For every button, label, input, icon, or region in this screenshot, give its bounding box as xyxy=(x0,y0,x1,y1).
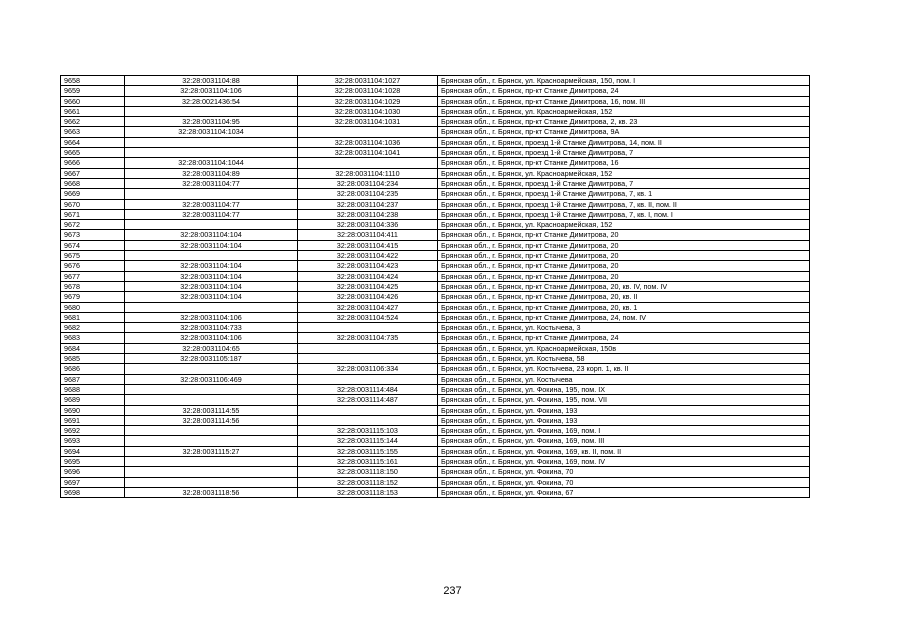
address-cell: Брянская обл., г. Брянск, проезд 1-й Станке Димитрова, 7, кв. II, пом. II xyxy=(438,199,810,209)
row-number-cell: 9663 xyxy=(61,127,125,137)
table-row xyxy=(61,354,810,364)
row-number-cell: 9676 xyxy=(61,261,125,271)
address-cell: Брянская обл., г. Брянск, проезд 1-й Станке Димитрова, 7 xyxy=(438,178,810,188)
address-cell: Брянская обл., г. Брянск, проезд 1-й Станке Димитрова, 7, кв. 1 xyxy=(438,189,810,199)
land-cadastral-number-cell xyxy=(125,436,298,446)
table-row xyxy=(61,364,810,374)
row-number-cell: 9671 xyxy=(61,209,125,219)
object-cadastral-number-cell: 32:28:0031104:411 xyxy=(298,230,438,240)
land-cadastral-number-cell: 32:28:0031104:1044 xyxy=(125,158,298,168)
address-cell: Брянская обл., г. Брянск, ул. Красноармейская, 150в xyxy=(438,343,810,353)
address-cell: Брянская обл., г. Брянск, ул. Костычева xyxy=(438,374,810,384)
object-cadastral-number-cell: 32:28:0031118:153 xyxy=(298,487,438,497)
land-cadastral-number-cell: 32:28:0031114:55 xyxy=(125,405,298,415)
table-row xyxy=(61,86,810,96)
row-number-cell: 9684 xyxy=(61,343,125,353)
address-cell: Брянская обл., г. Брянск, пр-кт Станке Димитрова, 20 xyxy=(438,230,810,240)
object-cadastral-number-cell xyxy=(298,343,438,353)
address-cell: Брянская обл., г. Брянск, ул. Красноармейская, 152 xyxy=(438,220,810,230)
address-cell: Брянская обл., г. Брянск, пр-кт Станке Димитрова, 16, пом. III xyxy=(438,96,810,106)
row-number-cell: 9662 xyxy=(61,117,125,127)
row-number-cell: 9691 xyxy=(61,415,125,425)
object-cadastral-number-cell: 32:28:0031104:426 xyxy=(298,292,438,302)
table-row xyxy=(61,302,810,312)
address-cell: Брянская обл., г. Брянск, пр-кт Станке Димитрова, 2, кв. 23 xyxy=(438,117,810,127)
address-cell: Брянская обл., г. Брянск, пр-кт Станке Димитрова, 20 xyxy=(438,261,810,271)
table-row xyxy=(61,220,810,230)
land-cadastral-number-cell: 32:28:0031104:104 xyxy=(125,240,298,250)
object-cadastral-number-cell: 32:28:0031104:1031 xyxy=(298,117,438,127)
object-cadastral-number-cell: 32:28:0031104:1028 xyxy=(298,86,438,96)
row-number-cell: 9693 xyxy=(61,436,125,446)
land-cadastral-number-cell xyxy=(125,220,298,230)
land-cadastral-number-cell: 32:28:0031104:104 xyxy=(125,292,298,302)
row-number-cell: 9659 xyxy=(61,86,125,96)
row-number-cell: 9690 xyxy=(61,405,125,415)
land-cadastral-number-cell: 32:28:0031104:106 xyxy=(125,86,298,96)
address-cell: Брянская обл., г. Брянск, пр-кт Станке Димитрова, 20 xyxy=(438,251,810,261)
address-cell: Брянская обл., г. Брянск, ул. Костычева, 3 xyxy=(438,323,810,333)
land-cadastral-number-cell: 32:28:0031104:104 xyxy=(125,230,298,240)
table-row xyxy=(61,343,810,353)
address-cell: Брянская обл., г. Брянск, ул. Фокина, 67 xyxy=(438,487,810,497)
table-row xyxy=(61,477,810,487)
table-row xyxy=(61,251,810,261)
table-row xyxy=(61,137,810,147)
table-row xyxy=(61,395,810,405)
land-cadastral-number-cell xyxy=(125,384,298,394)
table-row xyxy=(61,312,810,322)
address-cell: Брянская обл., г. Брянск, пр-кт Станке Димитрова, 20 xyxy=(438,271,810,281)
row-number-cell: 9675 xyxy=(61,251,125,261)
land-cadastral-number-cell: 32:28:0031104:88 xyxy=(125,76,298,86)
address-cell: Брянская обл., г. Брянск, ул. Фокина, 169, пом. IV xyxy=(438,456,810,466)
table-row xyxy=(61,76,810,86)
address-cell: Брянская обл., г. Брянск, проезд 1-й Станке Димитрова, 7, кв. I, пом. I xyxy=(438,209,810,219)
land-cadastral-number-cell: 32:28:0031106:469 xyxy=(125,374,298,384)
land-cadastral-number-cell: 32:28:0031104:106 xyxy=(125,333,298,343)
object-cadastral-number-cell: 32:28:0031104:238 xyxy=(298,209,438,219)
object-cadastral-number-cell: 32:28:0031118:150 xyxy=(298,467,438,477)
object-cadastral-number-cell: 32:28:0031104:1036 xyxy=(298,137,438,147)
row-number-cell: 9673 xyxy=(61,230,125,240)
table-row xyxy=(61,158,810,168)
row-number-cell: 9669 xyxy=(61,189,125,199)
land-cadastral-number-cell: 32:28:0031104:65 xyxy=(125,343,298,353)
address-cell: Брянская обл., г. Брянск, ул. Костычева, 58 xyxy=(438,354,810,364)
row-number-cell: 9695 xyxy=(61,456,125,466)
table-row xyxy=(61,96,810,106)
land-cadastral-number-cell xyxy=(125,395,298,405)
table-row xyxy=(61,127,810,137)
land-cadastral-number-cell: 32:28:0031104:1034 xyxy=(125,127,298,137)
address-cell: Брянская обл., г. Брянск, ул. Красноармейская, 152 xyxy=(438,168,810,178)
object-cadastral-number-cell: 32:28:0031104:1041 xyxy=(298,148,438,158)
row-number-cell: 9696 xyxy=(61,467,125,477)
row-number-cell: 9661 xyxy=(61,106,125,116)
address-cell: Брянская обл., г. Брянск, ул. Красноармейская, 150, пом. I xyxy=(438,76,810,86)
table-row xyxy=(61,240,810,250)
address-cell: Брянская обл., г. Брянск, пр-кт Станке Димитрова, 20, кв. 1 xyxy=(438,302,810,312)
land-cadastral-number-cell xyxy=(125,477,298,487)
row-number-cell: 9668 xyxy=(61,178,125,188)
land-cadastral-number-cell: 32:28:0031104:104 xyxy=(125,261,298,271)
table-row xyxy=(61,487,810,497)
row-number-cell: 9667 xyxy=(61,168,125,178)
land-cadastral-number-cell xyxy=(125,426,298,436)
table-row xyxy=(61,426,810,436)
table-row xyxy=(61,436,810,446)
land-cadastral-number-cell: 32:28:0031104:733 xyxy=(125,323,298,333)
address-cell: Брянская обл., г. Брянск, ул. Фокина, 169, пом. I xyxy=(438,426,810,436)
land-cadastral-number-cell xyxy=(125,189,298,199)
table-row xyxy=(61,446,810,456)
land-cadastral-number-cell: 32:28:0031115:27 xyxy=(125,446,298,456)
row-number-cell: 9679 xyxy=(61,292,125,302)
address-cell: Брянская обл., г. Брянск, проезд 1-й Станке Димитрова, 7 xyxy=(438,148,810,158)
object-cadastral-number-cell: 32:28:0031104:1027 xyxy=(298,76,438,86)
table-row xyxy=(61,333,810,343)
table-row xyxy=(61,467,810,477)
object-cadastral-number-cell: 32:28:0031104:415 xyxy=(298,240,438,250)
row-number-cell: 9687 xyxy=(61,374,125,384)
land-cadastral-number-cell: 32:28:0031104:104 xyxy=(125,271,298,281)
address-cell: Брянская обл., г. Брянск, ул. Фокина, 195, пом. IX xyxy=(438,384,810,394)
object-cadastral-number-cell: 32:28:0031115:103 xyxy=(298,426,438,436)
address-cell: Брянская обл., г. Брянск, ул. Красноармейская, 152 xyxy=(438,106,810,116)
row-number-cell: 9658 xyxy=(61,76,125,86)
object-cadastral-number-cell: 32:28:0031104:1029 xyxy=(298,96,438,106)
row-number-cell: 9686 xyxy=(61,364,125,374)
row-number-cell: 9664 xyxy=(61,137,125,147)
address-cell: Брянская обл., г. Брянск, ул. Фокина, 193 xyxy=(438,405,810,415)
address-cell: Брянская обл., г. Брянск, ул. Фокина, 169, кв. II, пом. II xyxy=(438,446,810,456)
registry-table xyxy=(60,75,810,498)
address-cell: Брянская обл., г. Брянск, пр-кт Станке Димитрова, 24, пом. IV xyxy=(438,312,810,322)
land-cadastral-number-cell: 32:28:0031104:77 xyxy=(125,178,298,188)
table-row xyxy=(61,384,810,394)
row-number-cell: 9682 xyxy=(61,323,125,333)
object-cadastral-number-cell: 32:28:0031114:487 xyxy=(298,395,438,405)
table-row xyxy=(61,189,810,199)
table-row xyxy=(61,106,810,116)
object-cadastral-number-cell: 32:28:0031115:161 xyxy=(298,456,438,466)
table-row xyxy=(61,456,810,466)
table-row xyxy=(61,230,810,240)
table-row xyxy=(61,199,810,209)
land-cadastral-number-cell xyxy=(125,251,298,261)
row-number-cell: 9683 xyxy=(61,333,125,343)
object-cadastral-number-cell xyxy=(298,415,438,425)
object-cadastral-number-cell: 32:28:0031115:155 xyxy=(298,446,438,456)
address-cell: Брянская обл., г. Брянск, ул. Костычева, 23 корп. 1, кв. II xyxy=(438,364,810,374)
object-cadastral-number-cell: 32:28:0031115:144 xyxy=(298,436,438,446)
land-cadastral-number-cell: 32:28:0031118:56 xyxy=(125,487,298,497)
address-cell: Брянская обл., г. Брянск, ул. Фокина, 70 xyxy=(438,477,810,487)
table-row xyxy=(61,168,810,178)
address-cell: Брянская обл., г. Брянск, пр-кт Станке Димитрова, 24 xyxy=(438,333,810,343)
address-cell: Брянская обл., г. Брянск, пр-кт Станке Димитрова, 9А xyxy=(438,127,810,137)
row-number-cell: 9685 xyxy=(61,354,125,364)
object-cadastral-number-cell xyxy=(298,323,438,333)
object-cadastral-number-cell: 32:28:0031104:1030 xyxy=(298,106,438,116)
table-row xyxy=(61,271,810,281)
land-cadastral-number-cell xyxy=(125,456,298,466)
table-row xyxy=(61,261,810,271)
table-row xyxy=(61,415,810,425)
object-cadastral-number-cell: 32:28:0031118:152 xyxy=(298,477,438,487)
address-cell: Брянская обл., г. Брянск, проезд 1-й Станке Димитрова, 14, пом. II xyxy=(438,137,810,147)
object-cadastral-number-cell xyxy=(298,158,438,168)
row-number-cell: 9681 xyxy=(61,312,125,322)
object-cadastral-number-cell: 32:28:0031114:484 xyxy=(298,384,438,394)
row-number-cell: 9666 xyxy=(61,158,125,168)
address-cell: Брянская обл., г. Брянск, пр-кт Станке Димитрова, 20, кв. II xyxy=(438,292,810,302)
object-cadastral-number-cell: 32:28:0031104:237 xyxy=(298,199,438,209)
land-cadastral-number-cell: 32:28:0031104:89 xyxy=(125,168,298,178)
object-cadastral-number-cell xyxy=(298,354,438,364)
table-row xyxy=(61,292,810,302)
land-cadastral-number-cell: 32:28:0031114:56 xyxy=(125,415,298,425)
table-row xyxy=(61,117,810,127)
page-number: 237 xyxy=(443,585,462,597)
table-row xyxy=(61,178,810,188)
land-cadastral-number-cell xyxy=(125,137,298,147)
object-cadastral-number-cell: 32:28:0031104:235 xyxy=(298,189,438,199)
land-cadastral-number-cell: 32:28:0031104:104 xyxy=(125,281,298,291)
object-cadastral-number-cell: 32:28:0031104:234 xyxy=(298,178,438,188)
land-cadastral-number-cell: 32:28:0031104:77 xyxy=(125,199,298,209)
row-number-cell: 9660 xyxy=(61,96,125,106)
table-row xyxy=(61,148,810,158)
row-number-cell: 9697 xyxy=(61,477,125,487)
row-number-cell: 9672 xyxy=(61,220,125,230)
object-cadastral-number-cell: 32:28:0031104:524 xyxy=(298,312,438,322)
row-number-cell: 9665 xyxy=(61,148,125,158)
object-cadastral-number-cell: 32:28:0031106:334 xyxy=(298,364,438,374)
land-cadastral-number-cell: 32:28:0031104:77 xyxy=(125,209,298,219)
address-cell: Брянская обл., г. Брянск, пр-кт Станке Димитрова, 20 xyxy=(438,240,810,250)
land-cadastral-number-cell xyxy=(125,364,298,374)
address-cell: Брянская обл., г. Брянск, ул. Фокина, 195, пом. VII xyxy=(438,395,810,405)
address-cell: Брянская обл., г. Брянск, пр-кт Станке Димитрова, 20, кв. IV, пом. IV xyxy=(438,281,810,291)
table-row xyxy=(61,374,810,384)
row-number-cell: 9694 xyxy=(61,446,125,456)
row-number-cell: 9688 xyxy=(61,384,125,394)
land-cadastral-number-cell xyxy=(125,302,298,312)
land-cadastral-number-cell xyxy=(125,106,298,116)
land-cadastral-number-cell: 32:28:0031104:95 xyxy=(125,117,298,127)
land-cadastral-number-cell xyxy=(125,467,298,477)
table-row xyxy=(61,405,810,415)
object-cadastral-number-cell: 32:28:0031104:735 xyxy=(298,333,438,343)
object-cadastral-number-cell: 32:28:0031104:427 xyxy=(298,302,438,312)
land-cadastral-number-cell: 32:28:0021436:54 xyxy=(125,96,298,106)
row-number-cell: 9670 xyxy=(61,199,125,209)
object-cadastral-number-cell: 32:28:0031104:422 xyxy=(298,251,438,261)
object-cadastral-number-cell xyxy=(298,374,438,384)
land-cadastral-number-cell: 32:28:0031104:106 xyxy=(125,312,298,322)
row-number-cell: 9692 xyxy=(61,426,125,436)
row-number-cell: 9674 xyxy=(61,240,125,250)
row-number-cell: 9680 xyxy=(61,302,125,312)
row-number-cell: 9698 xyxy=(61,487,125,497)
land-cadastral-number-cell: 32:28:0031105:187 xyxy=(125,354,298,364)
object-cadastral-number-cell: 32:28:0031104:425 xyxy=(298,281,438,291)
land-cadastral-number-cell xyxy=(125,148,298,158)
row-number-cell: 9678 xyxy=(61,281,125,291)
row-number-cell: 9689 xyxy=(61,395,125,405)
object-cadastral-number-cell: 32:28:0031104:336 xyxy=(298,220,438,230)
address-cell: Брянская обл., г. Брянск, ул. Фокина, 70 xyxy=(438,467,810,477)
address-cell: Брянская обл., г. Брянск, ул. Фокина, 193 xyxy=(438,415,810,425)
address-cell: Брянская обл., г. Брянск, пр-кт Станке Димитрова, 24 xyxy=(438,86,810,96)
address-cell: Брянская обл., г. Брянск, ул. Фокина, 169, пом. III xyxy=(438,436,810,446)
object-cadastral-number-cell: 32:28:0031104:424 xyxy=(298,271,438,281)
object-cadastral-number-cell xyxy=(298,405,438,415)
table-row xyxy=(61,281,810,291)
object-cadastral-number-cell xyxy=(298,127,438,137)
address-cell: Брянская обл., г. Брянск, пр-кт Станке Димитрова, 16 xyxy=(438,158,810,168)
object-cadastral-number-cell: 32:28:0031104:1110 xyxy=(298,168,438,178)
table-row xyxy=(61,209,810,219)
row-number-cell: 9677 xyxy=(61,271,125,281)
registry-table-body xyxy=(61,76,810,498)
object-cadastral-number-cell: 32:28:0031104:423 xyxy=(298,261,438,271)
table-row xyxy=(61,323,810,333)
